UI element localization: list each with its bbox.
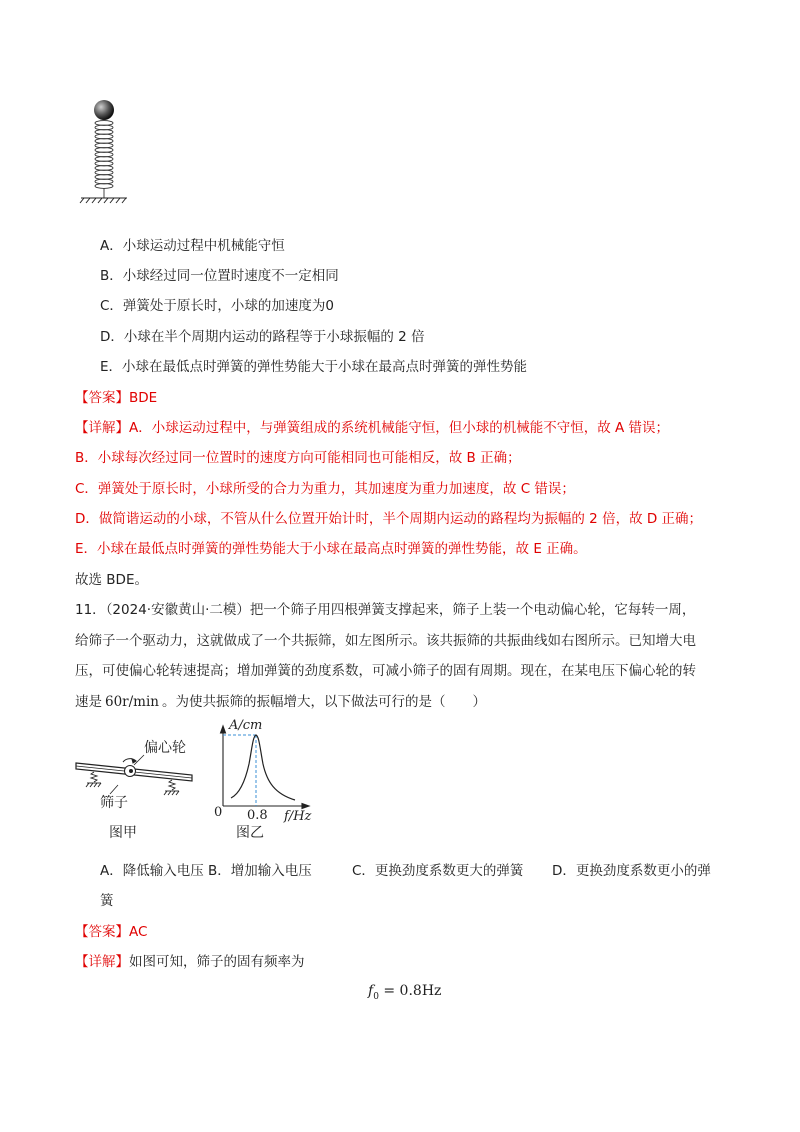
q11-number: 11． (75, 602, 106, 618)
caption-jia: 图甲 (109, 825, 137, 841)
q11-detail: 【详解】如图可知，筛子的固有频率为 (75, 954, 305, 970)
answer-value: BDE (129, 390, 158, 406)
sieve-label: 筛子 (100, 795, 128, 811)
q10-option-d: D．小球在半个周期内运动的路程等于小球振幅的 2 倍 (100, 329, 425, 345)
q11-option-d-cont: 簧 (100, 893, 114, 909)
spring-ball-figure (75, 95, 135, 210)
q11-stem-line-2: 给筛子一个驱动力，这就做成了一个共振筛，如左图所示。该共振筛的共振曲线如右图所示。已知增大电 (75, 633, 696, 649)
q10-detail-line-1: 【详解】A．小球运动过程中，与弹簧组成的系统机械能守恒，但小球的机械能不守恒，故 A 错误； (75, 420, 670, 436)
q11-option-d: D．更换劲度系数更小的弹 (552, 863, 711, 879)
answer-label: 【答案】 (75, 390, 129, 406)
q10-detail-line-5: E．小球在最低点时弹簧的弹性势能大于小球在最高点时弹簧的弹性势能，故 E 正确。 (75, 541, 587, 557)
q11-stem-line-4: 速是 60r/min 。为使共振筛的振幅增大，以下做法可行的是（ ） (75, 694, 486, 710)
ball (94, 100, 114, 120)
caption-yi: 图乙 (236, 825, 264, 841)
q10-detail-line-3: C．弹簧处于原长时，小球所受的合力为重力，其加速度为重力加速度，故 C 错误； (75, 481, 575, 497)
q10-option-c: C．弹簧处于原长时，小球的加速度为0 (100, 298, 335, 314)
speed-value: 60r/min (105, 694, 159, 710)
y-axis-label: A/cm (229, 718, 263, 733)
q10-detail-line-2: B．小球每次经过同一位置时的速度方向可能相同也可能相反，故 B 正确； (75, 450, 521, 466)
answer-label: 【答案】 (75, 924, 129, 940)
q11-option-c: C．更换劲度系数更大的弹簧 (352, 863, 524, 879)
peak-x-label: 0.8 (247, 808, 268, 823)
q11-option-a: A．降低输入电压 (100, 863, 204, 879)
q11-stem-line-3: 压，可使偏心轮转速提高；增加弹簧的劲度系数，可减小筛子的固有周期。现在，在某电压下偏心轮的转 (75, 663, 696, 679)
wheel-label: 偏心轮 (144, 740, 186, 756)
sieve-leader-line (110, 785, 118, 794)
q11-answer (75, 923, 147, 941)
q10-detail-line-4: D．做简谐运动的小球，不管从什么位置开始计时，半个周期内运动的路程均为振幅的 2 倍，故 D 正确； (75, 511, 703, 527)
detail-label: 【详解】 (75, 420, 129, 436)
detail-label: 【详解】 (75, 954, 129, 970)
resonance-curve (231, 735, 295, 800)
q11-source: （2024·安徽黄山·二模） (105, 602, 250, 618)
q10-answer (75, 389, 157, 407)
q10-conclusion: 故选 BDE。 (75, 572, 148, 588)
q10-option-e: E．小球在最低点时弹簧的弹性势能大于小球在最高点时弹簧的弹性势能 (100, 359, 528, 375)
q11-option-b: B．增加输入电压 (208, 863, 312, 879)
q11-stem-line-1: 11．（2024·安徽黄山·二模）把一个筛子用四根弹簧支撑起来，筛子上装一个电动偏心轮，它每转一周， (75, 602, 696, 618)
q10-option-a: A．小球运动过程中机械能守恒 (100, 238, 285, 254)
origin-label: 0 (214, 805, 223, 820)
answer-value: AC (129, 924, 148, 940)
ground (80, 198, 127, 203)
x-axis-label: f/Hz (284, 809, 312, 824)
formula-f0: $f_0 = 0.8Hz$ (368, 983, 442, 1002)
y-axis-arrow (221, 726, 226, 733)
q10-option-b: B．小球经过同一位置时速度不一定相同 (100, 268, 339, 284)
spring-coils (95, 121, 113, 198)
